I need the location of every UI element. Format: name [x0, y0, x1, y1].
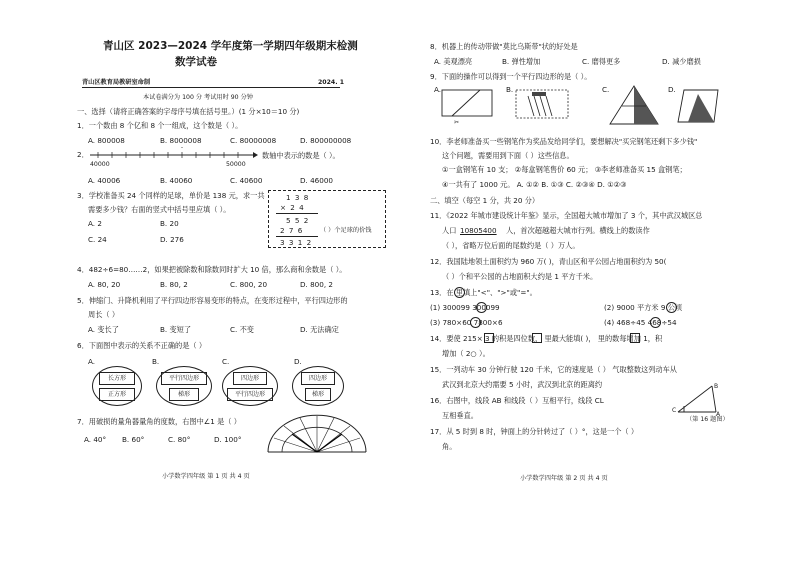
calc-row-4: 2 7 6 — [280, 226, 304, 235]
q16-line1: 16．右图中，线段 AB 和线段（ ）互相平行，线段 CL — [430, 396, 604, 405]
q16-line2: 互相垂直。 — [442, 411, 478, 420]
q1-stem: 1．一个数由 8 个亿和 8 个一组成，这个数是（ ）。 — [77, 121, 243, 130]
q3-option-a: A. 2 — [88, 219, 102, 228]
q8-option-a: A. 美观漂亮 — [434, 57, 473, 66]
q9-letter-c: C. — [602, 85, 610, 94]
broken-protractor — [262, 412, 370, 454]
calc-line-2 — [276, 236, 318, 237]
footer-left: 小学数学四年级 第 1 页 共 4 页 — [162, 473, 250, 480]
q9-letter-b: B. — [506, 85, 514, 94]
q4-option-b: B. 80, 2 — [160, 280, 188, 289]
q1-option-b: B. 8000008 — [160, 136, 202, 145]
venn-d-outer — [292, 366, 344, 406]
q6-letter-b: B. — [152, 357, 160, 366]
q7-option-d: D. 100° — [214, 435, 242, 444]
q11-line3: （ ），省略万位后面的尾数约是（ ）万人。 — [442, 241, 580, 250]
right-page — [404, 0, 794, 561]
exam-date: 2024. 1 — [318, 79, 345, 86]
q6-stem: 6．下面图中表示的关系不正确的是（ ） — [77, 341, 207, 350]
q2-option-a: A. 40006 — [88, 176, 121, 185]
q7-option-a: A. 40° — [84, 435, 107, 444]
q14-line1: 14．要使 215× 3 的积是四位数， 里最大能填( )， 里的数每增加 1，积 — [430, 334, 663, 343]
calc-row-2: × 2 4 — [280, 203, 305, 212]
section1-heading: 一、选择（请将正确答案的字母序号填在括号里。）(1 分×10＝10 分) — [77, 107, 300, 116]
q4-stem: 4．482÷6=80……2，如果把被除数和除数同时扩大 10 倍，那么商和余数是（ ）。 — [77, 265, 347, 274]
calc-row-1: 1 3 8 — [286, 193, 310, 202]
q13-stem: 13．在 里填上"<"、">"或"="。 — [430, 288, 537, 297]
q14-box-icon-2 — [532, 333, 542, 343]
q2-stem: 数轴中表示的数是（ ）。 — [262, 151, 340, 160]
q6-letter-a: A. — [88, 357, 96, 366]
q5-option-b: B. 变短了 — [160, 325, 192, 334]
q2-number: 2． — [77, 150, 89, 159]
score-note: 本试卷满分为 100 分 考试用时 90 分钟 — [143, 94, 253, 101]
q13-b: (2) 9000 平方米 9 公顷 — [604, 303, 683, 312]
q2-option-d: D. 46000 — [300, 176, 333, 185]
calc-note: （ ）个足球的价钱 — [320, 227, 372, 234]
svg-text:A: A — [716, 411, 721, 418]
exam-title: 青山区 2023—2024 学年度第一学期四年级期末检测 — [103, 40, 358, 52]
q11-line2-prefix: 人口 — [442, 226, 457, 235]
q13-b-circle-icon[interactable] — [666, 302, 677, 313]
svg-text:B: B — [714, 383, 719, 390]
venn-b-outer-label: 平行四边形 — [161, 372, 207, 385]
q5-option-c: C. 不变 — [230, 325, 254, 334]
q9-letter-a: A. — [434, 85, 442, 94]
footer-right: 小学数学四年级 第 2 页 共 4 页 — [520, 475, 608, 482]
calc-line-1 — [276, 213, 318, 214]
q16-figure — [672, 380, 724, 420]
venn-c-inner-label: 平行四边形 — [227, 388, 273, 401]
venn-a-outer-label: 长方形 — [99, 372, 135, 385]
q16-figure-label: （第 16 题图） — [686, 416, 729, 423]
header-divider — [82, 87, 340, 88]
q9-figure-a — [440, 86, 500, 126]
q13-d: (4) 468÷45 468÷54 — [604, 318, 677, 327]
q11-population-number: 10805400 — [460, 226, 497, 235]
q3-stem-line2: 需要多少钱？右面的竖式中括号里应填（ ）。 — [88, 205, 231, 214]
q13-a-circle-icon[interactable] — [476, 302, 487, 313]
q10-line2: 这个问题，需要用到下面（ ）这些信息。 — [442, 151, 574, 160]
q14-line2: 增加（ 2○ ）。 — [442, 349, 490, 358]
q11-line2-suffix: 人，首次超越超大城市行列。横线上的数读作 — [506, 226, 650, 235]
section2-heading: 二、填空（每空 1 分，共 20 分） — [430, 196, 540, 205]
q9-letter-d: D. — [668, 85, 676, 94]
q17-line1: 17．从 5 时到 8 时，钟面上的分针转过了（ ）°，这是一个（ ） — [430, 427, 639, 436]
venn-d-outer-label: 四边形 — [301, 372, 335, 385]
q10-line1: 10．李老师准备买一些钢笔作为奖品发给同学们，要想解决"买完钢笔还剩下多少钱" — [430, 137, 698, 146]
venn-b-inner-label: 梯形 — [169, 388, 199, 401]
q1-option-d: D. 800000008 — [300, 136, 352, 145]
venn-a-outer — [92, 366, 142, 406]
q9-figure-d — [674, 84, 728, 128]
q6-letter-d: D. — [294, 357, 302, 366]
q10-line4: ④一共有了 1000 元。 A. ①② B. ①③ C. ②③④ D. ①②③ — [442, 180, 627, 189]
svg-text:✂: ✂ — [454, 119, 460, 126]
q1-option-c: C. 80000008 — [230, 136, 277, 145]
q17-line2: 角。 — [442, 442, 457, 451]
q2-option-c: C. 40600 — [230, 176, 263, 185]
q6-letter-c: C. — [222, 357, 230, 366]
q1-option-a: A. 800008 — [88, 136, 125, 145]
q2-tick-left: 40000 — [90, 161, 110, 168]
q7-option-b: B. 60° — [122, 435, 145, 444]
q9-figure-c — [604, 84, 664, 128]
q13-c-circle-icon[interactable] — [470, 317, 481, 328]
q5-stem-line2: 周长（ ） — [88, 310, 120, 319]
q7-stem: 7．用破损的量角器量角的度数，右图中∠1 是（ ） — [77, 417, 241, 426]
q4-option-d: D. 800, 2 — [300, 280, 333, 289]
q8-option-d: D. 减少磨损 — [662, 57, 701, 66]
q14-box-icon-3 — [630, 333, 640, 343]
q12-line2: （ ）个和平公园的占地面积大约是 1 平方千米。 — [442, 272, 598, 281]
q13-c: (3) 780×60 7800×6 — [430, 318, 503, 327]
q10-line3: ①一盒钢笔有 10 支； ②每盒钢笔售价 60 元； ③李老师准备买 15 盒钢笔； — [442, 165, 687, 174]
q3-option-b: B. 20 — [160, 219, 179, 228]
q2-option-b: B. 40060 — [160, 176, 193, 185]
q14-box-icon[interactable] — [484, 333, 494, 343]
q3-option-c: C. 24 — [88, 235, 107, 244]
q2-tick-right: 50000 — [226, 161, 246, 168]
exam-subtitle: 数学试卷 — [175, 56, 217, 68]
q5-option-d: D. 无法确定 — [300, 325, 339, 334]
q3-stem-line1: 3．学校准备买 24 个同样的足球，单价是 138 元，求一共 — [77, 191, 265, 200]
q13-a: (1) 300099 300099 — [430, 303, 500, 312]
venn-d-inner-label: 梯形 — [305, 388, 331, 401]
q13-d-circle-icon[interactable] — [650, 317, 661, 328]
q9-stem: 9．下面的操作可以得到一个平行四边形的是（ ）。 — [430, 72, 592, 81]
q15-line1: 15．一列动车 30 分钟行驶 120 千米，它的速度是（ ） 气取整数这列动车从 — [430, 365, 677, 374]
venn-c-outer — [222, 366, 278, 406]
q5-stem-line1: 5．伸缩门、升降机利用了平行四边形容易变形的特点，在变形过程中，平行四边形的 — [77, 296, 348, 305]
calc-row-3: 5 5 2 — [286, 216, 310, 225]
q9-figure-b — [512, 86, 578, 126]
q8-stem: 8．机器上的传动带做"莫比乌斯带"状的好处是 — [430, 42, 578, 51]
q15-line2: 武汉到北京大约需要 5 小时，武汉到北京的距离约 — [442, 380, 603, 389]
q4-option-a: A. 80, 20 — [88, 280, 121, 289]
venn-a-inner-label: 正方形 — [99, 388, 135, 401]
venn-c-outer-label: 四边形 — [233, 372, 267, 385]
q8-option-b: B. 弹性增加 — [502, 57, 541, 66]
q8-option-c: C. 磨得更多 — [582, 57, 621, 66]
q5-option-a: A. 变长了 — [88, 325, 119, 334]
q12-line1: 12．我国陆地领土面积约为 960 万( )，青山区和平公园占地面积约为 50( — [430, 257, 667, 266]
svg-text:C: C — [672, 407, 677, 414]
calc-row-5: 3 3 1 2 — [280, 238, 313, 247]
q13-circle-icon — [454, 287, 465, 298]
q3-option-d: D. 276 — [160, 235, 184, 244]
venn-b-outer — [156, 366, 212, 406]
q4-option-c: C. 800, 20 — [230, 280, 268, 289]
q7-option-c: C. 80° — [168, 435, 191, 444]
q11-line1: 11．《2022 年城市建设统计年鉴》显示，全国超大城市增加了 3 个，其中武汉城区总 — [430, 211, 703, 220]
exam-org: 青山区教育局教研室命制 — [82, 79, 151, 86]
